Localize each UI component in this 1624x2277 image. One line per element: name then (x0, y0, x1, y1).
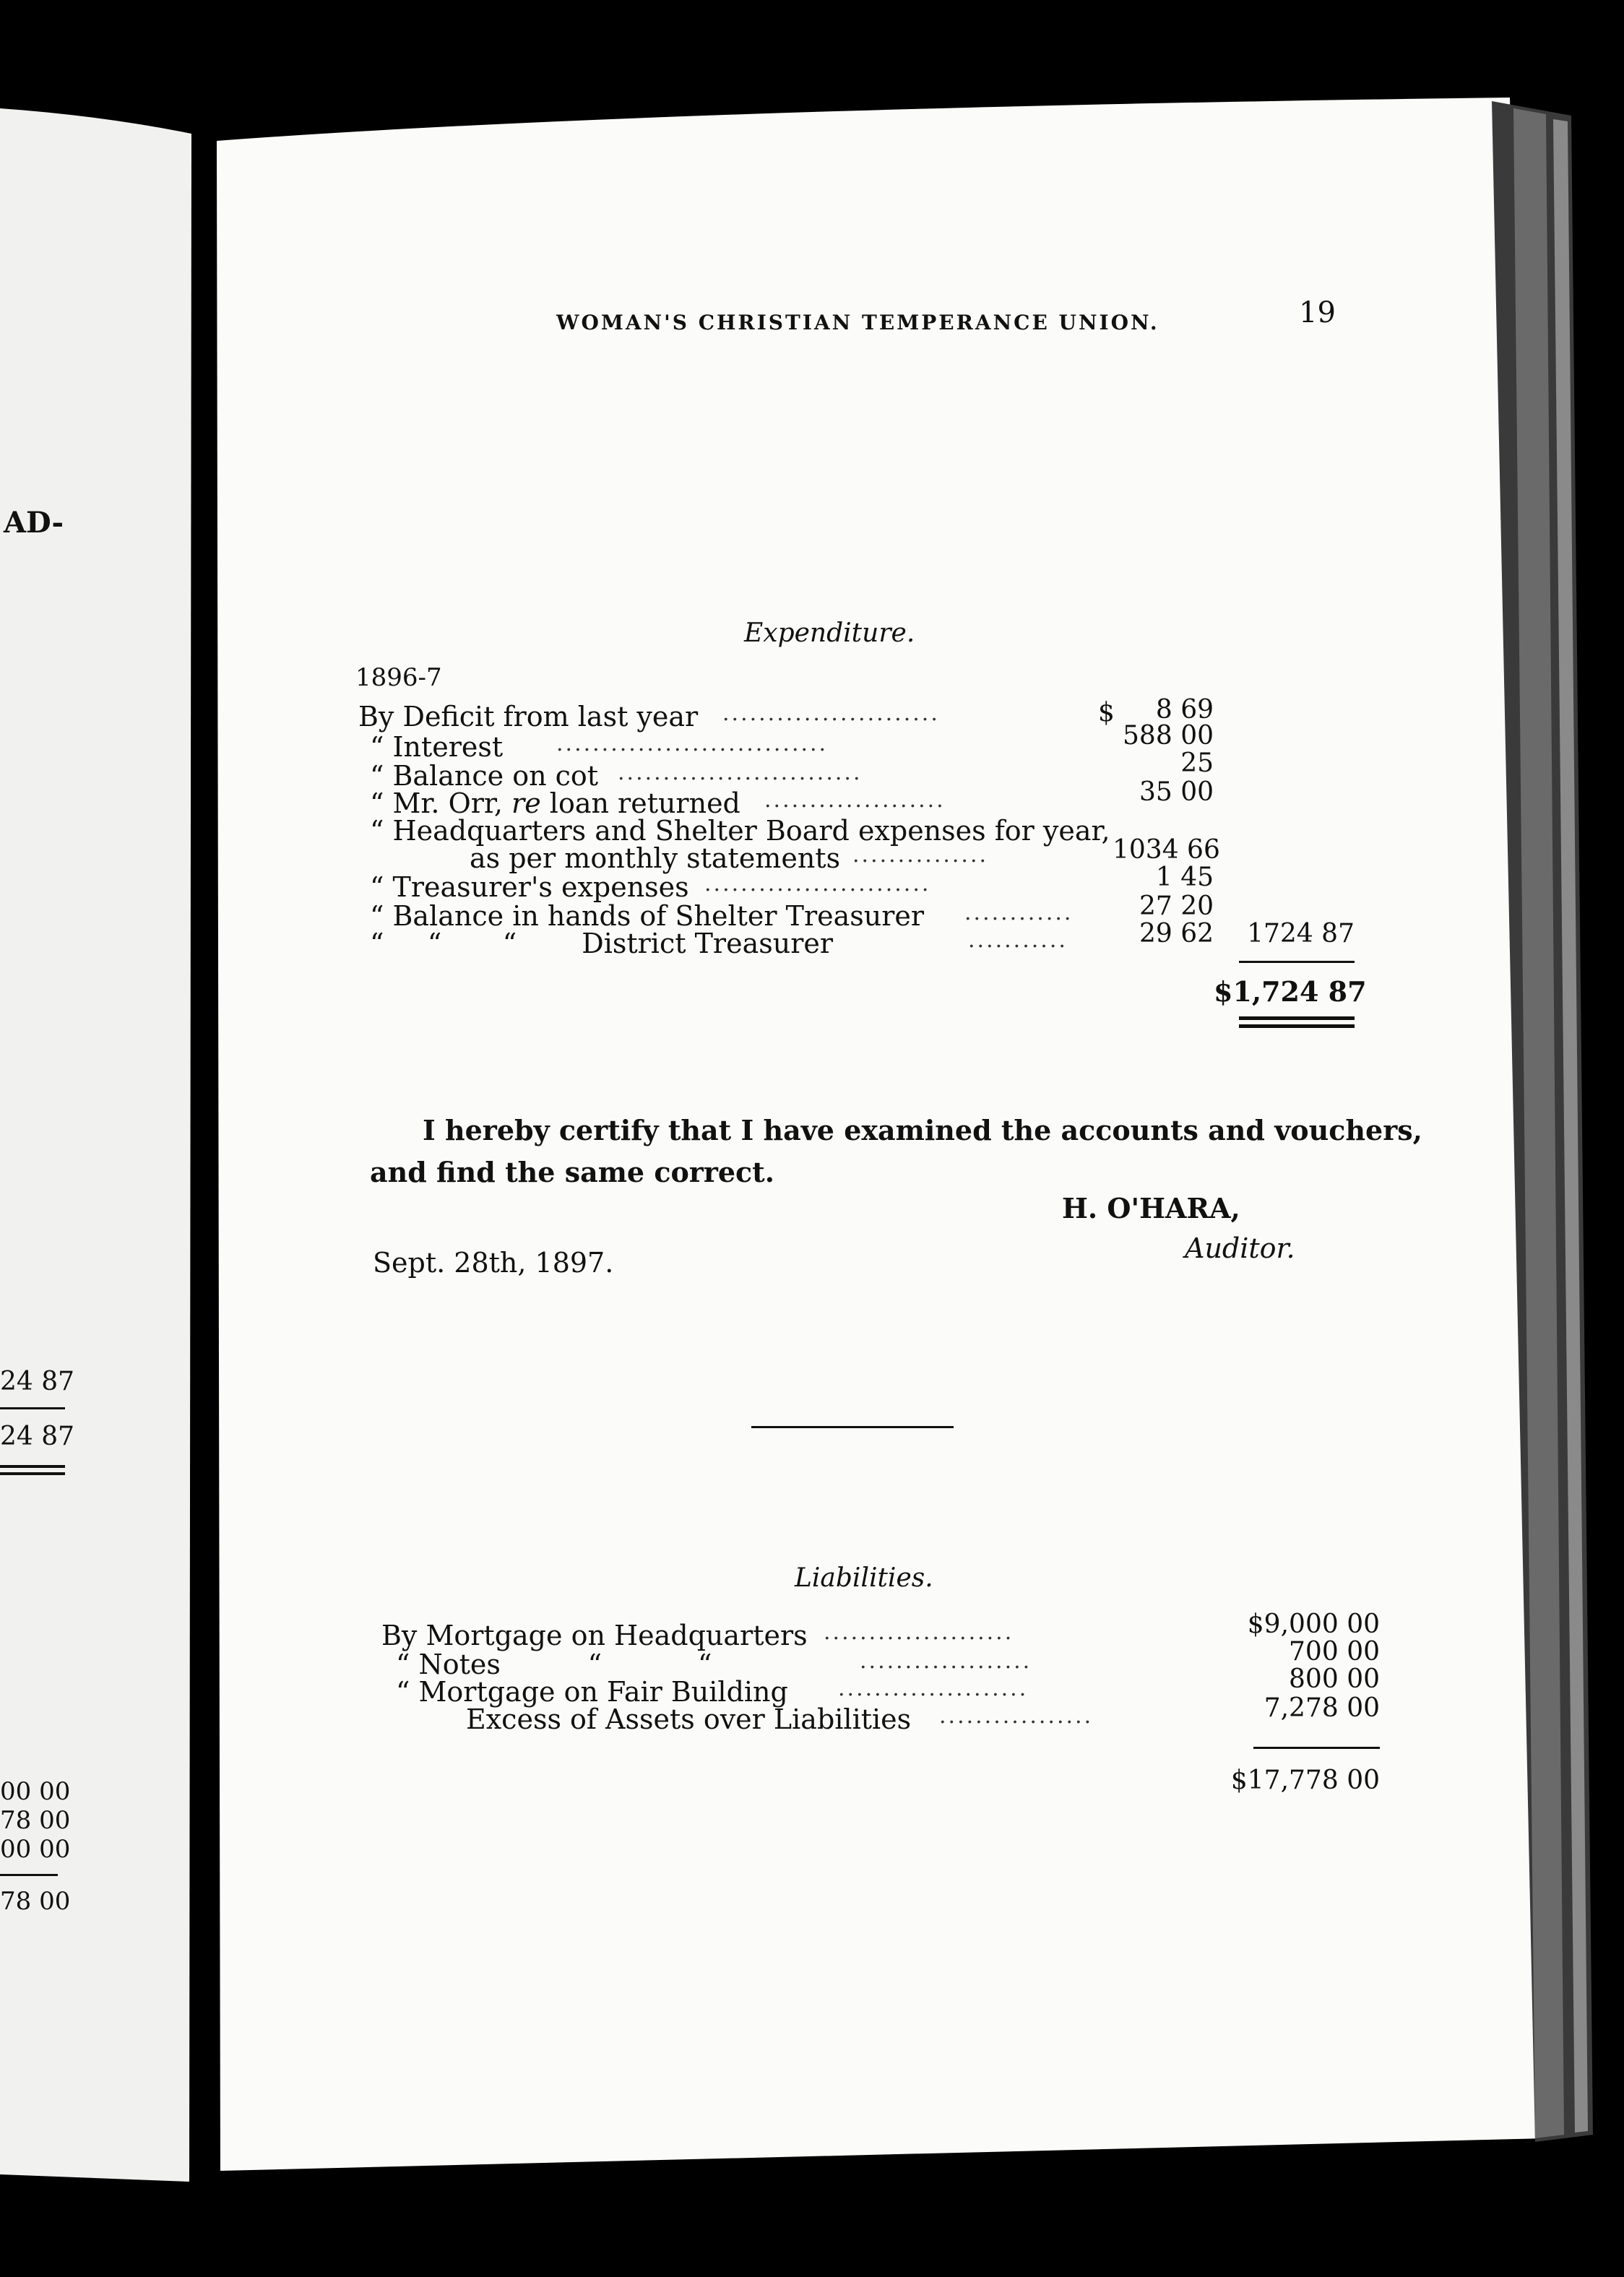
liabilities-amount: 800 00 (1289, 1664, 1380, 1694)
left-page-amount: 00 00 (0, 1777, 71, 1806)
left-page-heading-fragment: AD- (4, 506, 64, 540)
certification-line-2: and find the same correct. (370, 1156, 774, 1188)
leader-dots: ................. (939, 1703, 1094, 1729)
left-page-total: 24 87 (0, 1367, 75, 1396)
expenditure-amount: 1 45 (1155, 863, 1214, 892)
expenditure-amount: 27 20 (1139, 891, 1214, 921)
expenditure-row-label: as per monthly statements (470, 842, 841, 874)
liabilities-row-label: “ Mortgage on Fair Building (396, 1676, 788, 1708)
liabilities-row-label: By Mortgage on Headquarters (381, 1620, 808, 1651)
expenditure-amount: 1034 66 (1113, 835, 1220, 865)
liabilities-amount: 700 00 (1289, 1637, 1380, 1667)
liabilities-total: $17,778 00 (1230, 1766, 1380, 1795)
expenditure-row-label: “ Treasurer's expenses (370, 871, 689, 903)
expenditure-amount: 8 69 (1155, 695, 1214, 725)
left-page-rule (0, 1874, 58, 1876)
leader-dots: ........................... (618, 760, 863, 785)
dollar-sign: $ (1098, 698, 1115, 727)
expenditure-row-label: “ Balance on cot (370, 760, 599, 792)
leader-dots: ............... (852, 842, 989, 868)
leader-dots: ........... (968, 928, 1068, 953)
certification-line-1: I hereby certify that I have examined the accounts and vouchers, (423, 1114, 1422, 1146)
expenditure-row-label: “ Headquarters and Shelter Board expenses for year, (370, 815, 1110, 847)
expenditure-amount: 588 00 (1123, 721, 1214, 751)
liabilities-title: Liabilities. (795, 1563, 933, 1593)
leader-dots: .................... (764, 787, 946, 813)
liabilities-row-label: Excess of Assets over Liabilities (466, 1703, 912, 1735)
left-page-double-rule (0, 1465, 65, 1468)
leader-dots: ......................... (704, 871, 931, 896)
liabilities-amount: $9,000 00 (1247, 1610, 1380, 1639)
page-number: 19 (1299, 296, 1336, 329)
total-rule (1239, 961, 1355, 963)
left-page-sliver (0, 108, 191, 2182)
certification-date: Sept. 28th, 1897. (373, 1247, 614, 1279)
expenditure-amount: 25 (1180, 748, 1214, 778)
left-page-rule (0, 1407, 65, 1409)
expenditure-amount: 35 00 (1139, 777, 1214, 807)
left-page-amount: 78 00 (0, 1806, 71, 1835)
leader-dots: ..................... (838, 1676, 1029, 1701)
expenditure-row-label: “ Interest (370, 731, 504, 763)
leader-dots: .............................. (556, 731, 829, 756)
liabilities-row-label: “ Notes “ “ (396, 1649, 712, 1680)
left-page-amount: 78 00 (0, 1887, 71, 1916)
expenditure-subtotal: 1724 87 (1247, 919, 1355, 949)
liabilities-amount: 7,278 00 (1264, 1693, 1380, 1723)
leader-dots: ........................ (722, 701, 940, 726)
expenditure-row-label: “ Mr. Orr, re loan returned (370, 787, 740, 819)
leader-dots: ................... (860, 1649, 1032, 1674)
auditor-name: H. O'HARA, (1062, 1192, 1240, 1224)
liabilities-total-rule (1253, 1747, 1380, 1749)
expenditure-amount: 29 62 (1139, 919, 1214, 949)
expenditure-row-label: “ “ “ District Treasurer (370, 928, 834, 959)
leader-dots: ............ (964, 900, 1074, 925)
expenditure-title: Expenditure. (744, 618, 915, 648)
expenditure-row-label: By Deficit from last year (358, 701, 699, 733)
expenditure-row-label: “ Balance in hands of Shelter Treasurer (370, 900, 925, 932)
section-divider (751, 1426, 954, 1428)
double-rule (1239, 1016, 1355, 1020)
auditor-role: Auditor. (1185, 1232, 1295, 1264)
leader-dots: ..................... (824, 1620, 1014, 1645)
left-page-total: 24 87 (0, 1422, 75, 1451)
left-page-amount: 00 00 (0, 1835, 71, 1864)
expenditure-year: 1896-7 (355, 663, 442, 692)
expenditure-grand-total: $1,724 87 (1214, 975, 1367, 1008)
running-title: WOMAN'S CHRISTIAN TEMPERANCE UNION. (556, 311, 1159, 334)
